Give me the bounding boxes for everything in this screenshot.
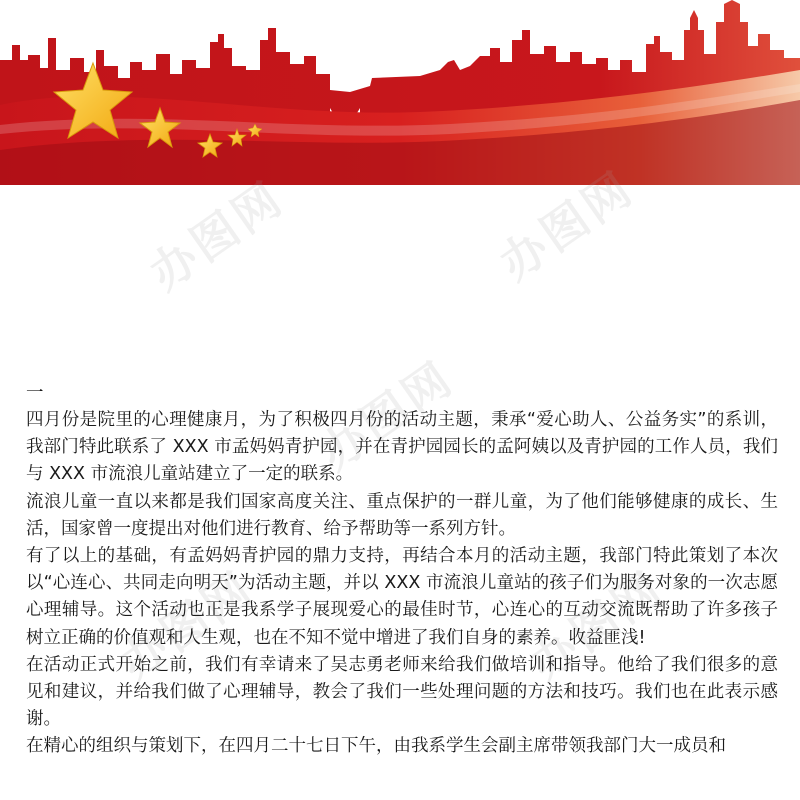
watermark: 办图网 [139,170,294,301]
city-skyline-banner [0,0,800,190]
document-body [26,380,778,761]
paragraph: 四月份是院里的心理健康月，为了积极四月份的活动主题，秉承“爱心助人、公益务实”的系训，我部门特此联系了 XXX 市孟妈妈青护园，并在青护园园长的孟阿姨以及青护园的工作人员，我们与 XXX 市流浪儿童站建立了一定的联系。 [26,410,778,485]
watermark: 办图网 [519,560,674,691]
watermark: 办图网 [489,160,644,291]
heading-mark: 一 [26,383,44,403]
paragraph: 在精心的组织与策划下，在四月二十七日下午，由我系学生会副主席带领我部门大一成员和 [26,736,726,757]
header-banner [0,0,800,190]
paragraph: 流浪儿童一直以来都是我们国家高度关注、重点保护的一群儿童，为了他们能够健康的成长、生活，国家曾一度提出对他们进行教育、给予帮助等一系列方针。 [26,491,778,539]
paragraph: 有了以上的基础，有孟妈妈青护园的鼎力支持，再结合本月的活动主题，我部门特此策划了本次以“心连心、共同走向明天”为活动主题，并以 XXX 市流浪儿童站的孩子们为服务对象的一次志愿心理辅导。这个活动也正是我系学子展现爱心的最佳时节，心连心的互动交流既帮助了许多孩子树立正确的价值观和人生观，也在不知不觉中增进了我们自身的素养。收益匪浅! [26,546,778,648]
watermark: 办图网 [309,350,464,481]
watermark: 办图网 [109,560,264,691]
paragraph: 在活动正式开始之前，我们有幸请来了吴志勇老师来给我们做培训和指导。他给了我们很多的意见和建议，并给我们做了心理辅导，教会了我们一些处理问题的方法和技巧。我们也在此表示感谢。 [26,654,778,730]
